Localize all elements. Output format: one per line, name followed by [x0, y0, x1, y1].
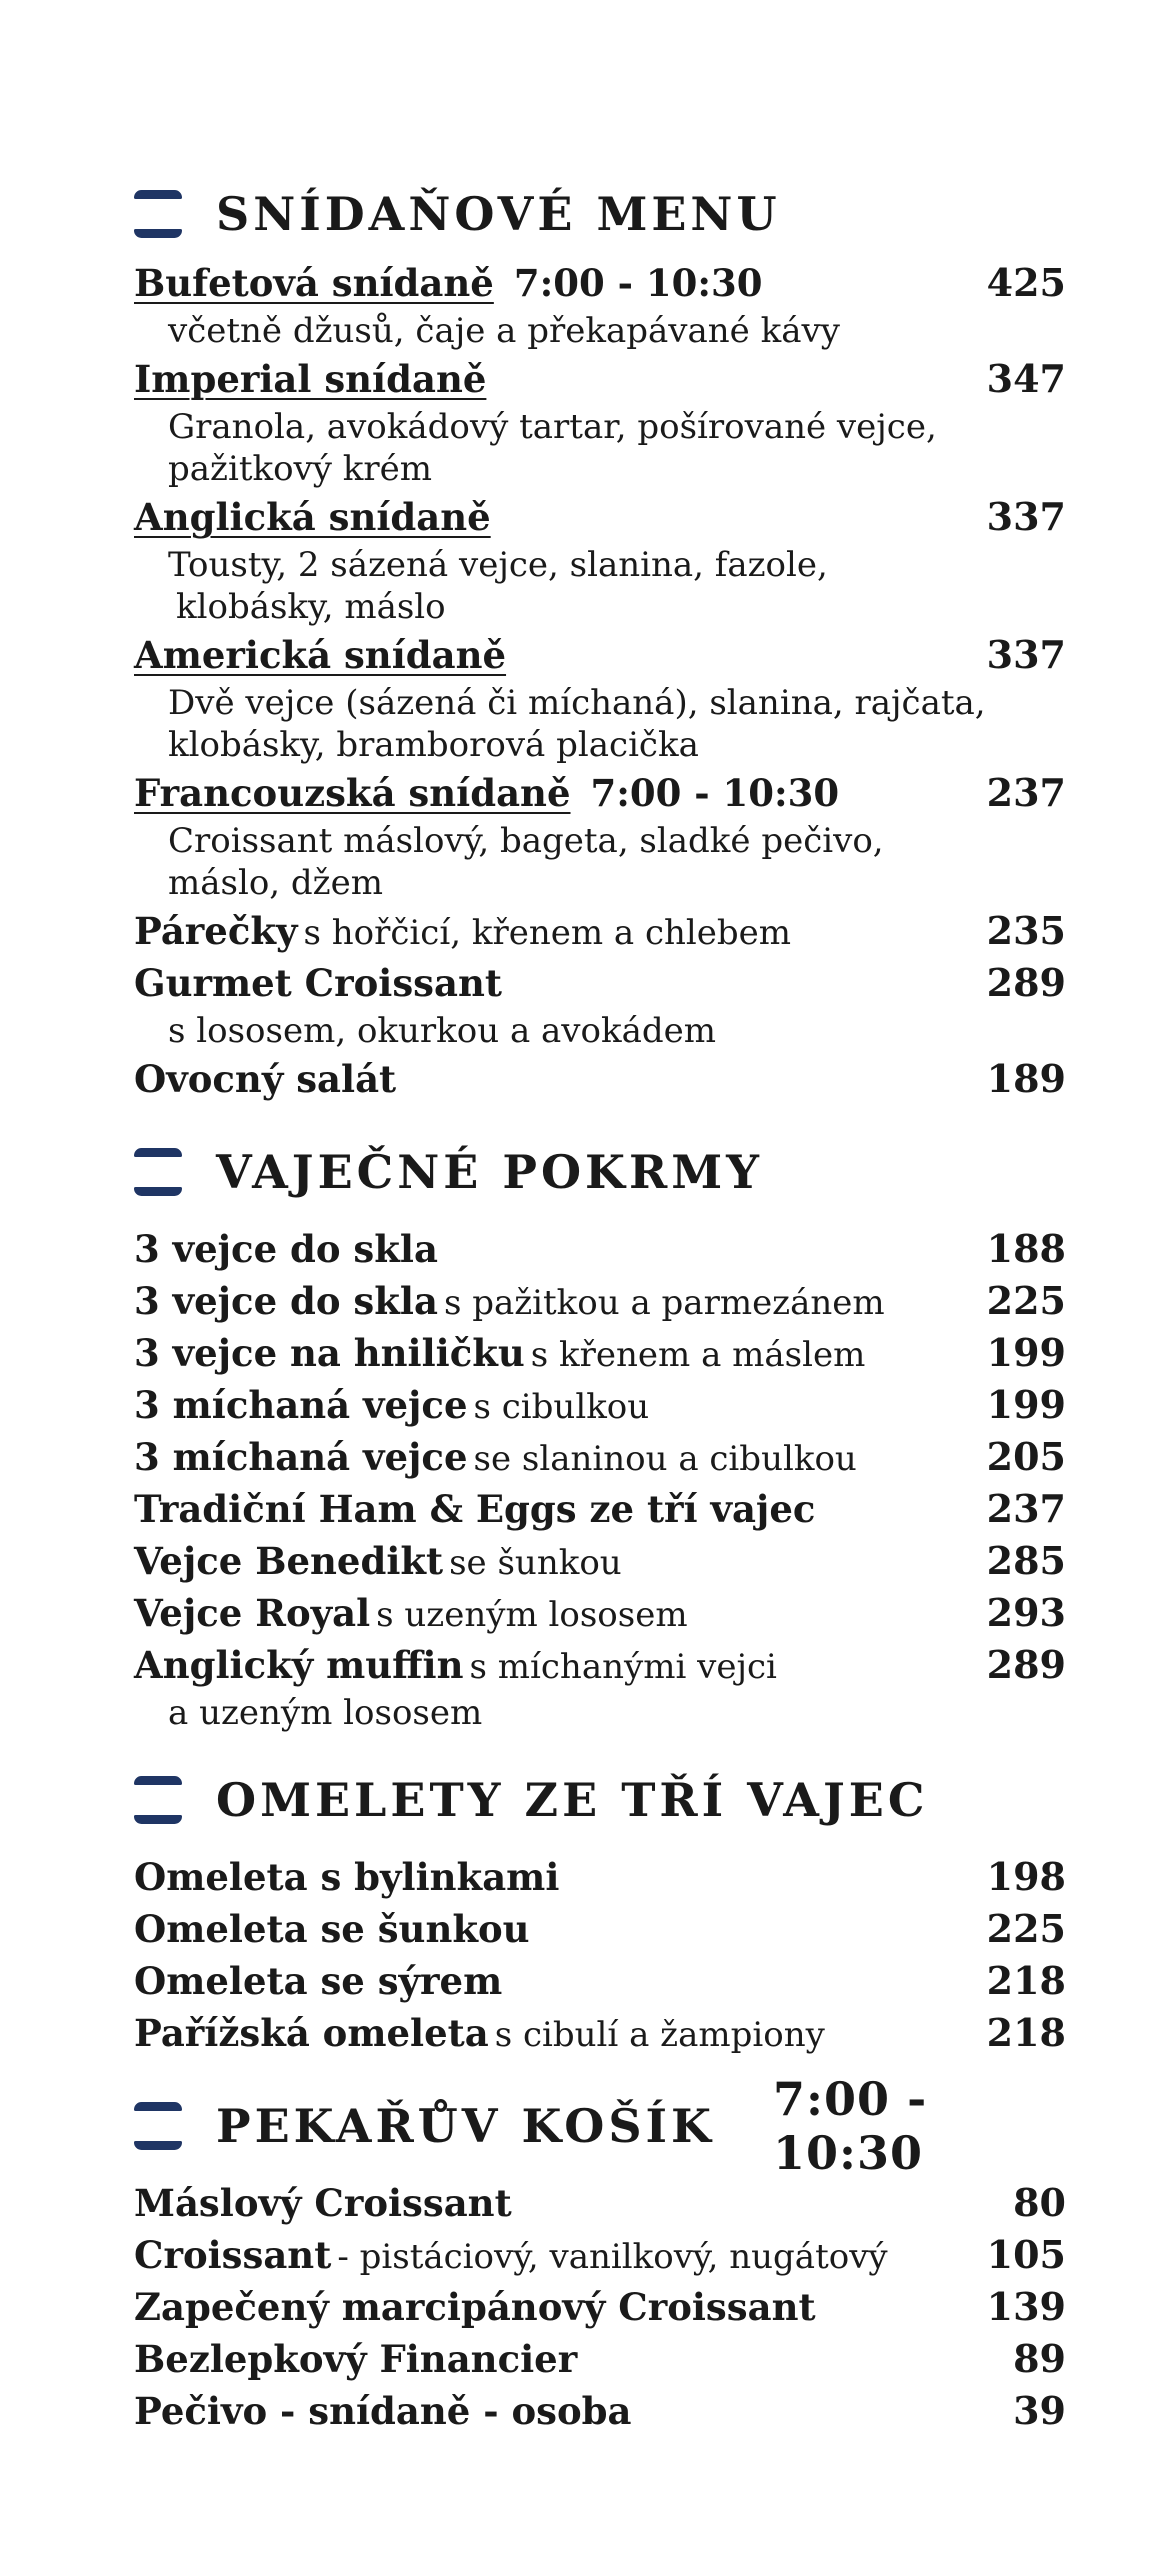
menu-item	[134, 2178, 1066, 2230]
item-price: 105	[986, 2232, 1066, 2277]
section-time: 7:00 - 10:30	[773, 2072, 928, 2180]
section-bracket-icon	[134, 186, 182, 242]
item-extra: s uzeným lososem	[376, 1595, 688, 1635]
menu-item	[134, 1054, 1066, 1106]
menu-item	[134, 958, 1066, 1010]
menu-item	[134, 354, 1066, 406]
item-extra: - pistáciový, vanilkový, nugátový	[337, 2237, 888, 2277]
item-name: Zapečený marcipánový Croissant	[134, 2285, 816, 2329]
item-name: Pečivo - snídaně - osoba	[134, 2389, 632, 2433]
item-name: Vejce Royal	[134, 1591, 371, 1635]
item-name: Imperial snídaně	[134, 357, 487, 401]
item-price: 347	[986, 356, 1066, 401]
item-description: Croissant máslový, bageta, sladké pečivo, máslo, džem	[168, 821, 884, 903]
item-extra: se šunkou	[449, 1543, 622, 1583]
item-price: 39	[1013, 2388, 1066, 2433]
menu-item	[134, 2334, 1066, 2386]
menu-item	[134, 1588, 1066, 1640]
section-breakfast	[134, 170, 1066, 1106]
item-name: Párečky	[134, 909, 298, 953]
section-bracket-icon	[134, 1772, 182, 1828]
menu-item	[134, 630, 1066, 682]
menu-item	[134, 2386, 1066, 2438]
menu-item	[134, 1484, 1066, 1536]
item-description: Granola, avokádový tartar, pošírované vejce, pažitkový krém	[168, 407, 937, 489]
item-name: Gurmet Croissant	[134, 961, 502, 1005]
item-description: Tousty, 2 sázená vejce, slanina, fazole, klobásky, máslo	[168, 545, 828, 627]
item-name: 3 vejce do skla	[134, 1279, 438, 1323]
menu-item	[134, 768, 1066, 820]
item-name: Francouzská snídaně	[134, 771, 571, 815]
item-name: Anglická snídaně	[134, 495, 491, 539]
item-name: 3 vejce na hniličku	[134, 1331, 525, 1375]
item-price: 337	[986, 494, 1066, 539]
item-extra: s cibulí a žampiony	[494, 2015, 825, 2055]
item-name: Omeleta se sýrem	[134, 1959, 503, 2003]
item-price: 205	[986, 1434, 1066, 1479]
item-time: 7:00 - 10:30	[590, 771, 840, 815]
item-price: 139	[986, 2284, 1066, 2329]
menu-item	[134, 2282, 1066, 2334]
section-title: VAJEČNÉ POKRMY	[216, 1145, 763, 1199]
menu-item	[134, 1956, 1066, 2008]
item-name: Croissant	[134, 2233, 332, 2277]
section-egg-dishes	[134, 1128, 1066, 1734]
menu-item	[134, 1852, 1066, 1904]
item-price: 225	[986, 1906, 1066, 1951]
item-price: 188	[986, 1226, 1066, 1271]
item-description: s lososem, okurkou a avokádem	[168, 1011, 716, 1051]
section-title: PEKAŘŮV KOŠÍK	[216, 2099, 716, 2153]
item-name: Tradiční Ham & Eggs ze tří vajec	[134, 1487, 816, 1531]
item-time: 7:00 - 10:30	[513, 261, 763, 305]
item-price: 289	[986, 960, 1066, 1005]
item-price: 293	[986, 1590, 1066, 1635]
item-price: 337	[986, 632, 1066, 677]
item-price: 199	[986, 1330, 1066, 1375]
menu-item	[134, 1432, 1066, 1484]
menu-item	[134, 2230, 1066, 2282]
item-price: 225	[986, 1278, 1066, 1323]
item-extra: se slaninou a cibulkou	[473, 1439, 857, 1479]
item-price: 237	[986, 770, 1066, 815]
item-price: 89	[1013, 2336, 1066, 2381]
item-price: 237	[986, 1486, 1066, 1531]
section-header	[134, 2072, 1066, 2180]
menu-item	[134, 1224, 1066, 1276]
section-header	[134, 1128, 1066, 1216]
item-name: Bufetová snídaně	[134, 261, 494, 305]
item-price: 289	[986, 1642, 1066, 1687]
item-price: 218	[986, 2010, 1066, 2055]
item-price: 218	[986, 1958, 1066, 2003]
section-omelettes	[134, 1756, 1066, 2060]
item-extra: s hořčicí, křenem a chlebem	[303, 913, 792, 953]
item-price: 199	[986, 1382, 1066, 1427]
item-price: 425	[986, 260, 1066, 305]
menu-item	[134, 1380, 1066, 1432]
item-description: Dvě vejce (sázená či míchaná), slanina, rajčata, klobásky, bramborová placička	[168, 683, 986, 765]
item-name: 3 míchaná vejce	[134, 1435, 468, 1479]
menu-item	[134, 1276, 1066, 1328]
menu-item	[134, 906, 1066, 958]
item-description: včetně džusů, čaje a překapávané kávy	[168, 311, 840, 351]
section-bakery-basket	[134, 2072, 1066, 2438]
menu-item	[134, 492, 1066, 544]
menu-item	[134, 258, 1066, 310]
menu-item	[134, 1328, 1066, 1380]
menu-item	[134, 1640, 1066, 1692]
item-name: Pařížská omeleta	[134, 2011, 489, 2055]
item-name: 3 vejce do skla	[134, 1227, 438, 1271]
menu-item	[134, 2008, 1066, 2060]
item-description: a uzeným lososem	[168, 1693, 483, 1733]
menu-item	[134, 1536, 1066, 1588]
item-price: 285	[986, 1538, 1066, 1583]
menu-item	[134, 1904, 1066, 1956]
item-name: Vejce Benedikt	[134, 1539, 444, 1583]
item-extra: s křenem a máslem	[530, 1335, 866, 1375]
section-header	[134, 1756, 1066, 1844]
item-extra: s pažitkou a parmezánem	[443, 1283, 885, 1323]
item-name: Omeleta se šunkou	[134, 1907, 530, 1951]
item-price: 80	[1013, 2180, 1066, 2225]
section-title: SNÍDAŇOVÉ MENU	[216, 187, 781, 241]
item-name: Americká snídaně	[134, 633, 507, 677]
section-bracket-icon	[134, 1144, 182, 1200]
item-extra: s cibulkou	[473, 1387, 650, 1427]
section-header	[134, 170, 1066, 258]
item-name: Anglický muffin	[134, 1643, 464, 1687]
section-title: OMELETY ZE TŘÍ VAJEC	[216, 1773, 929, 1827]
item-name: 3 míchaná vejce	[134, 1383, 468, 1427]
item-price: 198	[986, 1854, 1066, 1899]
menu-page	[134, 170, 1066, 2460]
item-extra: s míchanými vejci	[469, 1647, 777, 1687]
item-price: 235	[986, 908, 1066, 953]
item-name: Máslový Croissant	[134, 2181, 512, 2225]
section-bracket-icon	[134, 2098, 182, 2154]
item-name: Ovocný salát	[134, 1057, 397, 1101]
item-name: Omeleta s bylinkami	[134, 1855, 560, 1899]
item-name: Bezlepkový Financier	[134, 2337, 578, 2381]
item-price: 189	[986, 1056, 1066, 1101]
